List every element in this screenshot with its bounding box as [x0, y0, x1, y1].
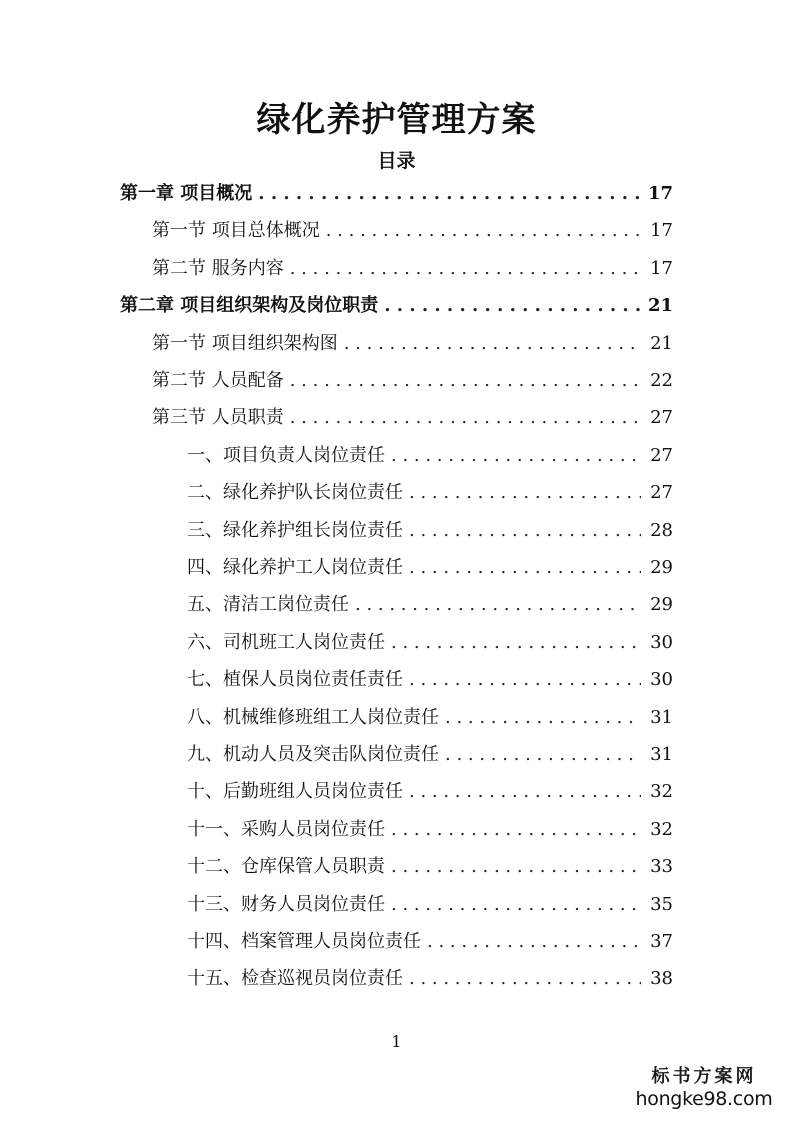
- toc-entry-label: 十三、财务人员岗位责任: [187, 893, 385, 915]
- toc-dot-leader: [391, 626, 641, 660]
- toc-dot-leader: [344, 327, 641, 361]
- toc-entry-label: 九、机动人员及突击队岗位责任: [187, 744, 439, 765]
- toc-entry[interactable]: [187, 551, 673, 585]
- toc-entry[interactable]: [187, 514, 673, 548]
- toc-entry-page: 29: [650, 557, 673, 578]
- toc-dot-leader: [409, 551, 641, 585]
- toc-entry-page: 21: [650, 332, 673, 354]
- page-number: 1: [391, 1032, 402, 1051]
- toc-dot-leader: [391, 813, 641, 847]
- toc-entry-page: 32: [650, 818, 673, 840]
- toc-entry-label: 第三节 人员职责: [152, 407, 284, 429]
- toc-entry[interactable]: [187, 775, 673, 809]
- toc-entry[interactable]: [152, 364, 673, 398]
- toc-entry-page: 35: [650, 893, 673, 915]
- toc-dot-leader: [290, 364, 641, 398]
- toc-entry-label: 第一节 项目组织架构图: [152, 332, 338, 354]
- toc-entry-page: 38: [650, 968, 673, 990]
- toc-entry[interactable]: [187, 738, 673, 772]
- watermark-logo: [629, 1066, 779, 1110]
- toc-entry-label: 第二章 项目组织架构及岗位职责: [120, 295, 379, 317]
- toc-entry[interactable]: [152, 401, 673, 435]
- toc-entry-page: 32: [650, 781, 673, 803]
- toc-entry[interactable]: [187, 439, 673, 473]
- watermark-url: hongke98.com: [635, 1088, 773, 1110]
- toc-entry[interactable]: [187, 962, 673, 996]
- toc-entry[interactable]: [152, 252, 673, 286]
- toc-dot-leader: [409, 514, 641, 548]
- toc-entry-page: 27: [650, 482, 673, 504]
- toc-entry-label: 十、后勤班组人员岗位责任: [187, 781, 403, 803]
- toc-entry[interactable]: [152, 214, 673, 248]
- toc-entry-page: 21: [647, 295, 673, 317]
- toc-entry-label: 一、项目负责人岗位责任: [187, 444, 385, 466]
- document-title: 绿化养护管理方案: [256, 100, 537, 140]
- toc-dot-leader: [290, 401, 641, 435]
- toc-heading: 目录: [377, 150, 416, 172]
- toc-entry-page: 17: [650, 220, 673, 242]
- toc-entry-page: 33: [650, 856, 673, 878]
- toc-entry-label: 十二、仓库保管人员职责: [187, 856, 385, 878]
- toc-dot-leader: [290, 252, 641, 286]
- toc-entry-label: 三、绿化养护组长岗位责任: [187, 519, 403, 541]
- toc-entry-page: 17: [650, 257, 673, 279]
- toc-entry[interactable]: [120, 289, 673, 323]
- toc-entry[interactable]: [152, 327, 673, 361]
- toc-dot-leader: [445, 701, 641, 735]
- toc-dot-leader: [391, 850, 641, 884]
- toc-entry-label: 第一章 项目概况: [120, 183, 253, 204]
- toc-entry[interactable]: [187, 626, 673, 660]
- toc-entry-label: 十一、采购人员岗位责任: [187, 818, 385, 840]
- toc-dot-leader: [409, 962, 641, 996]
- toc-entry-page: 31: [650, 706, 673, 728]
- toc-entry-label: 第一节 项目总体概况: [152, 220, 320, 242]
- toc-entry-page: 17: [647, 183, 673, 204]
- toc-dot-leader: [258, 177, 641, 211]
- toc-entry[interactable]: [187, 476, 673, 510]
- toc-entry[interactable]: [187, 813, 673, 847]
- toc-entry-label: 第二节 服务内容: [152, 257, 284, 279]
- toc-dot-leader: [391, 439, 641, 473]
- toc-entry-page: 27: [650, 444, 673, 466]
- toc-entry[interactable]: [187, 701, 673, 735]
- toc-dot-leader: [355, 588, 641, 622]
- toc-entry-label: 八、机械维修班组工人岗位责任: [187, 706, 439, 728]
- toc-dot-leader: [409, 476, 641, 510]
- toc-entry-page: 30: [650, 669, 673, 691]
- toc-entry-page: 29: [650, 594, 673, 616]
- toc-dot-leader: [384, 289, 641, 323]
- toc-entry-label: 七、植保人员岗位责任责任: [187, 669, 403, 691]
- toc-entry-page: 22: [650, 370, 673, 391]
- toc-entry-page: 37: [650, 931, 673, 952]
- toc-entry[interactable]: [187, 925, 673, 959]
- toc-entry[interactable]: [187, 588, 673, 622]
- toc-entry-page: 30: [650, 631, 673, 653]
- toc-entry-label: 二、绿化养护队长岗位责任: [187, 482, 403, 504]
- toc-entry[interactable]: [120, 177, 673, 211]
- toc-entry[interactable]: [187, 850, 673, 884]
- toc-entry-page: 31: [650, 744, 673, 765]
- toc-entry-page: 28: [650, 519, 673, 541]
- toc-entry-label: 五、清洁工岗位责任: [187, 594, 349, 616]
- watermark-name: 标书方案网: [651, 1066, 757, 1087]
- toc-entry-label: 十四、档案管理人员岗位责任: [187, 931, 421, 952]
- toc-entry-label: 六、司机班工人岗位责任: [187, 631, 385, 653]
- toc-dot-leader: [445, 738, 641, 772]
- toc-dot-leader: [427, 925, 641, 959]
- toc-dot-leader: [326, 214, 641, 248]
- toc-dot-leader: [409, 775, 641, 809]
- toc-entry-page: 27: [650, 407, 673, 429]
- toc-dot-leader: [409, 663, 641, 697]
- toc-dot-leader: [391, 888, 641, 922]
- toc-entry-label: 第二节 人员配备: [152, 370, 284, 391]
- toc-entry-label: 十五、检查巡视员岗位责任: [187, 968, 403, 990]
- toc-entry[interactable]: [187, 663, 673, 697]
- toc-entry-label: 四、绿化养护工人岗位责任: [187, 557, 403, 578]
- toc-entry[interactable]: [187, 888, 673, 922]
